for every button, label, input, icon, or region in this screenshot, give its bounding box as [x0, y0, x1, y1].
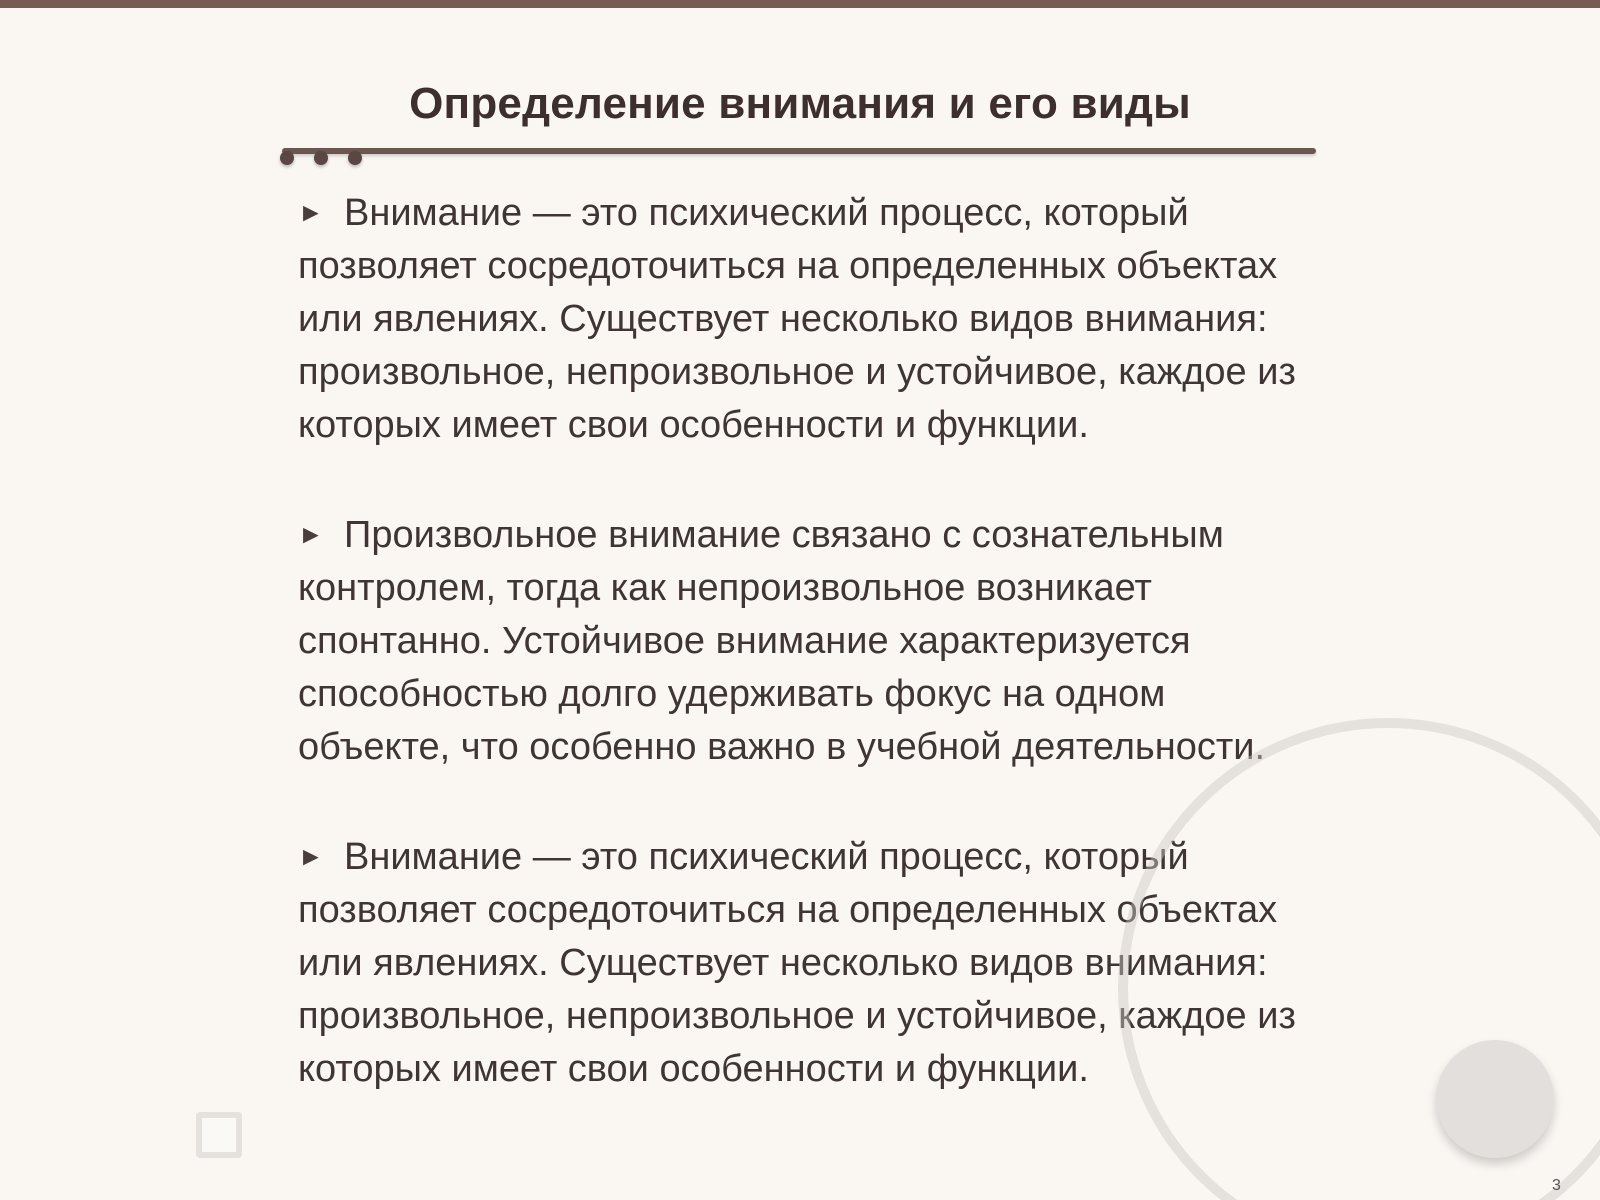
bullet-text: Внимание — это психический процесс, который позволяет сосредоточиться на определенных объектах или явлениях. Существует несколько видов внимания: произвольное, непроизвольное и устойчивое, каждое из которых имеет свои особенности и функции. — [298, 836, 1296, 1090]
bullet-item — [298, 508, 1308, 774]
bullet-text: Произвольное внимание связано с сознательным контролем, тогда как непроизвольное возникает спонтанно. Устойчивое внимание характеризуется способностью долго удерживать фокус на одном объекте, что особенно важно в учебной деятельности. — [298, 514, 1266, 768]
decorative-square — [196, 1112, 242, 1158]
slide-title: Определение внимания и его виды — [409, 79, 1191, 128]
bullet-text: Внимание — это психический процесс, который позволяет сосредоточиться на определенных объектах или явлениях. Существует несколько видов внимания: произвольное, непроизвольное и устойчивое, каждое из которых имеет свои особенности и функции. — [298, 192, 1296, 446]
top-accent-bar — [0, 0, 1600, 8]
divider-dot-3 — [348, 151, 362, 165]
decorative-disc — [1436, 1040, 1554, 1158]
divider-dot-2 — [314, 151, 328, 165]
title-divider — [282, 148, 1316, 154]
bullet-arrow-icon: ► — [298, 197, 324, 227]
bullet-arrow-icon: ► — [298, 841, 324, 871]
divider-dot-1 — [280, 151, 294, 165]
bullet-arrow-icon: ► — [298, 519, 324, 549]
bullet-item — [298, 186, 1308, 452]
page-number: 3 — [1552, 1177, 1561, 1194]
